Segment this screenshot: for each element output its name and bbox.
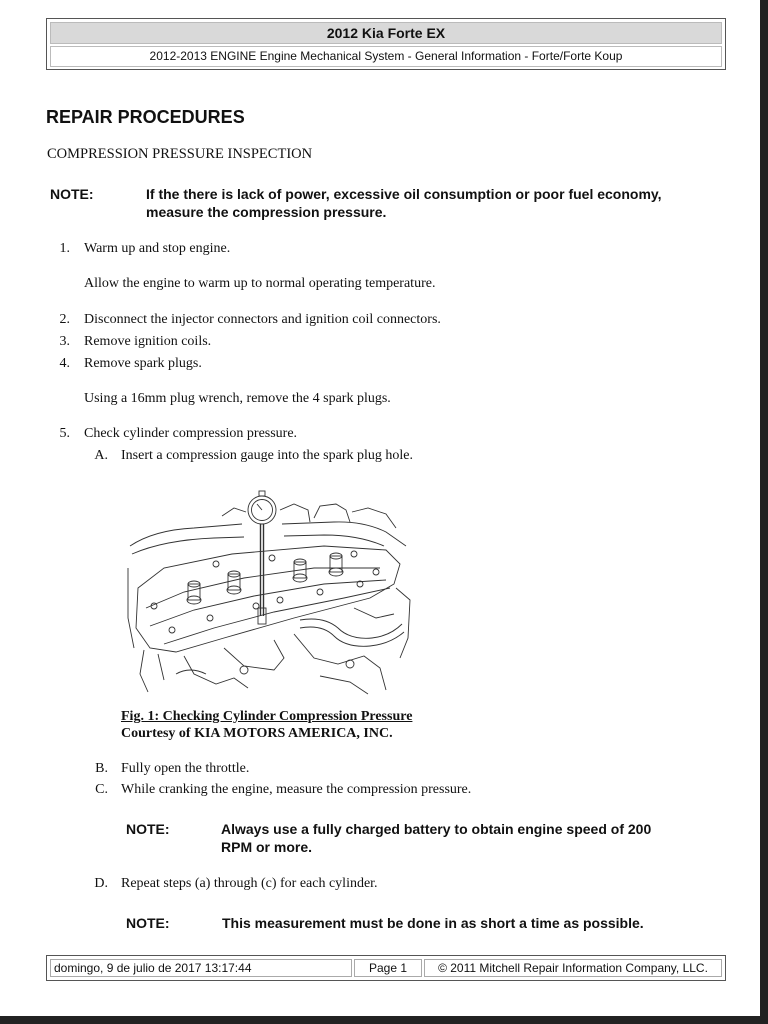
substep-letter: A.	[94, 448, 108, 463]
note-text	[146, 185, 662, 221]
step-text: Check cylinder compression pressure.	[84, 426, 298, 441]
page-header	[46, 18, 726, 70]
step-text: Remove spark plugs.	[84, 356, 202, 371]
step-number: 4.	[59, 356, 70, 371]
substep-text: While cranking the engine, measure the compression pressure.	[121, 782, 472, 797]
subsection-title: COMPRESSION PRESSURE INSPECTION	[47, 146, 313, 162]
footer-date: domingo, 9 de julio de 2017 13:17:44	[50, 959, 352, 977]
note-text: This measurement must be done in as short a time as possible.	[222, 915, 644, 931]
note-label: NOTE:	[126, 915, 170, 931]
note-label: NOTE:	[126, 821, 170, 837]
note-box	[126, 820, 726, 860]
note-box	[126, 914, 726, 934]
document-breadcrumb: 2012-2013 ENGINE Engine Mechanical System - General Information - Forte/Forte Koup	[50, 46, 722, 67]
note-text	[221, 820, 651, 856]
substep-letter: D.	[94, 876, 108, 891]
step-text: Disconnect the injector connectors and ignition coil connectors.	[84, 312, 441, 327]
step-text: Remove ignition coils.	[84, 334, 212, 349]
substep-letter: B.	[95, 761, 108, 776]
step-detail: Allow the engine to warm up to normal operating temperature.	[84, 276, 436, 291]
footer-page-number: Page 1	[354, 959, 422, 977]
note-box	[50, 185, 730, 225]
step-detail: Using a 16mm plug wrench, remove the 4 spark plugs.	[84, 391, 391, 406]
substep-text: Insert a compression gauge into the spark plug hole.	[121, 448, 413, 463]
engine-compression-gauge-illustration	[124, 488, 414, 696]
note-text-line: If the there is lack of power, excessive oil consumption or poor fuel economy,	[146, 186, 662, 202]
note-text-line: Always use a fully charged battery to obtain engine speed of 200	[221, 821, 652, 837]
substep-text: Repeat steps (a) through (c) for each cylinder.	[121, 876, 378, 891]
note-text-line: RPM or more.	[221, 839, 313, 855]
note-text-line: measure the compression pressure.	[146, 204, 387, 220]
step-number: 5.	[59, 426, 70, 441]
substep-letter: C.	[95, 782, 108, 797]
vehicle-title: 2012 Kia Forte EX	[50, 22, 722, 44]
step-number: 1.	[59, 241, 70, 256]
step-text: Warm up and stop engine.	[84, 241, 231, 256]
note-label: NOTE:	[50, 186, 94, 202]
step-number: 3.	[59, 334, 70, 349]
step-number: 2.	[59, 312, 70, 327]
figure-title: Fig. 1: Checking Cylinder Compression Pressure	[121, 709, 413, 724]
page-footer	[46, 955, 726, 981]
footer-copyright: © 2011 Mitchell Repair Information Company, LLC.	[424, 959, 722, 977]
page-edge-right	[760, 0, 768, 1024]
substep-text: Fully open the throttle.	[121, 761, 250, 776]
figure-credit: Courtesy of KIA MOTORS AMERICA, INC.	[121, 726, 393, 741]
page-edge-bottom	[0, 1016, 768, 1024]
section-title: REPAIR PROCEDURES	[46, 107, 245, 127]
figure-caption	[121, 708, 412, 742]
